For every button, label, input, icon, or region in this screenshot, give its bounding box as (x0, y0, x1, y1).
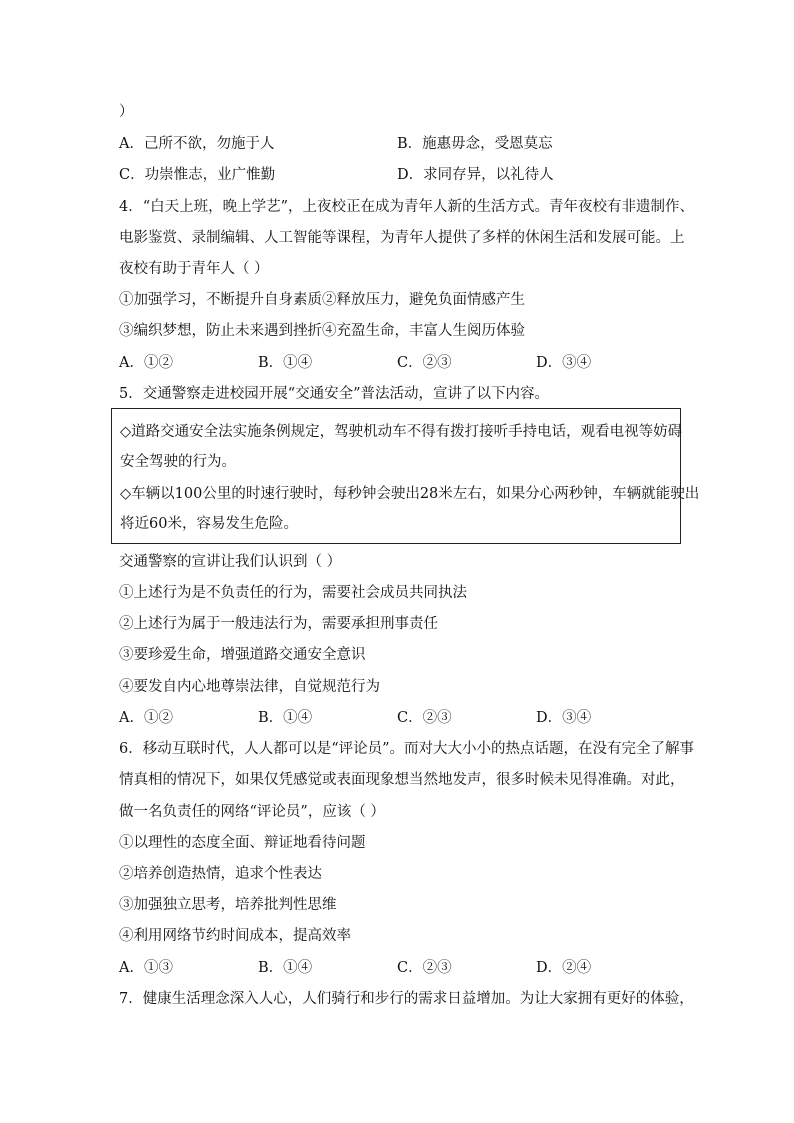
q5-item-1: ①上述行为是不负责任的行为，需要社会成员共同执法 (119, 585, 467, 601)
q6-option-c: C．②③ (397, 960, 452, 976)
q6-stem-line-3: 做一名负责任的网络“评论员”，应该（ ） (119, 804, 385, 820)
q5-stem: 5．交通警察走进校园开展“交通安全”普法活动，宣讲了以下内容。 (119, 386, 550, 402)
q5-option-b: B．①④ (258, 710, 313, 726)
prev-option-c: C．功崇惟志，业广惟勤 (119, 167, 276, 183)
q4-option-c: C．②③ (397, 355, 452, 371)
q4-stem-line-2: 电影鉴赏、录制编辑、人工智能等课程，为青年人提供了多样的休闲生活和发展可能。上 (119, 230, 685, 246)
prev-option-d: D．求同存异，以礼待人 (397, 167, 554, 183)
q5-material-line-4: 将近60米，容易发生危险。 (120, 516, 298, 532)
q6-option-b: B．①④ (258, 960, 313, 976)
q6-stem-line-2: 情真相的情况下，如果仅凭感觉或表面现象想当然地发声，很多时候未见得准确。对此， (119, 772, 685, 788)
q6-option-a: A．①③ (119, 960, 173, 976)
q4-option-a: A．①② (119, 355, 173, 371)
q6-item-1: ①以理性的态度全面、辩证地看待问题 (119, 835, 366, 851)
q4-item-row-2: ③编织梦想，防止未来遇到挫折④充盈生命，丰富人生阅历体验 (119, 323, 525, 339)
q5-material-line-2: 安全驾驶的行为。 (120, 454, 236, 470)
q4-option-d: D．③④ (536, 355, 592, 371)
q5-item-4: ④要发自内心地尊崇法律，自觉规范行为 (119, 679, 380, 695)
q6-option-d: D．②④ (536, 960, 592, 976)
q7-stem-line-1: 7．健康生活理念深入人心，人们骑行和步行的需求日益增加。为让大家拥有更好的体验， (119, 991, 694, 1007)
prev-question-close-paren: ） (119, 104, 134, 120)
prev-option-b: B．施惠毋念，受恩莫忘 (397, 136, 553, 152)
q4-item-row-1: ①加强学习，不断提升自身素质②释放压力，避免负面情感产生 (119, 292, 525, 308)
q5-material-line-1: ◇道路交通安全法实施条例规定，驾驶机动车不得有拨打接听手持电话，观看电视等妨碍 (120, 424, 683, 440)
q6-item-2: ②培养创造热情，追求个性表达 (119, 866, 322, 882)
q5-item-3: ③要珍爱生命，增强道路交通安全意识 (119, 647, 366, 663)
q4-stem-line-3: 夜校有助于青年人（ ） (119, 261, 269, 277)
q6-item-4: ④利用网络节约时间成本，提高效率 (119, 928, 351, 944)
q5-option-c: C．②③ (397, 710, 452, 726)
prev-option-a: A．己所不欲，勿施于人 (119, 136, 275, 152)
q4-stem-line-1: 4．“白天上班，晚上学艺”，上夜校正在成为青年人新的生活方式。青年夜校有非遗制作、 (119, 199, 695, 215)
q5-option-d: D．③④ (536, 710, 592, 726)
q5-material-box (111, 408, 700, 544)
q6-stem-line-1: 6．移动互联时代，人人都可以是“评论员”。而对大大小小的热点话题，在没有完全了解事 (119, 741, 695, 757)
q5-option-a: A．①② (119, 710, 173, 726)
q6-item-3: ③加强独立思考，培养批判性思维 (119, 897, 337, 913)
q5-item-2: ②上述行为属于一般违法行为，需要承担刑事责任 (119, 616, 438, 632)
q5-material-line-3: ◇车辆以100公里的时速行驶时，每秒钟会驶出28米左右，如果分心两秒钟，车辆就能驶出 (120, 486, 700, 502)
q4-option-b: B．①④ (258, 355, 313, 371)
q5-question: 交通警察的宣讲让我们认识到（ ） (119, 554, 342, 570)
